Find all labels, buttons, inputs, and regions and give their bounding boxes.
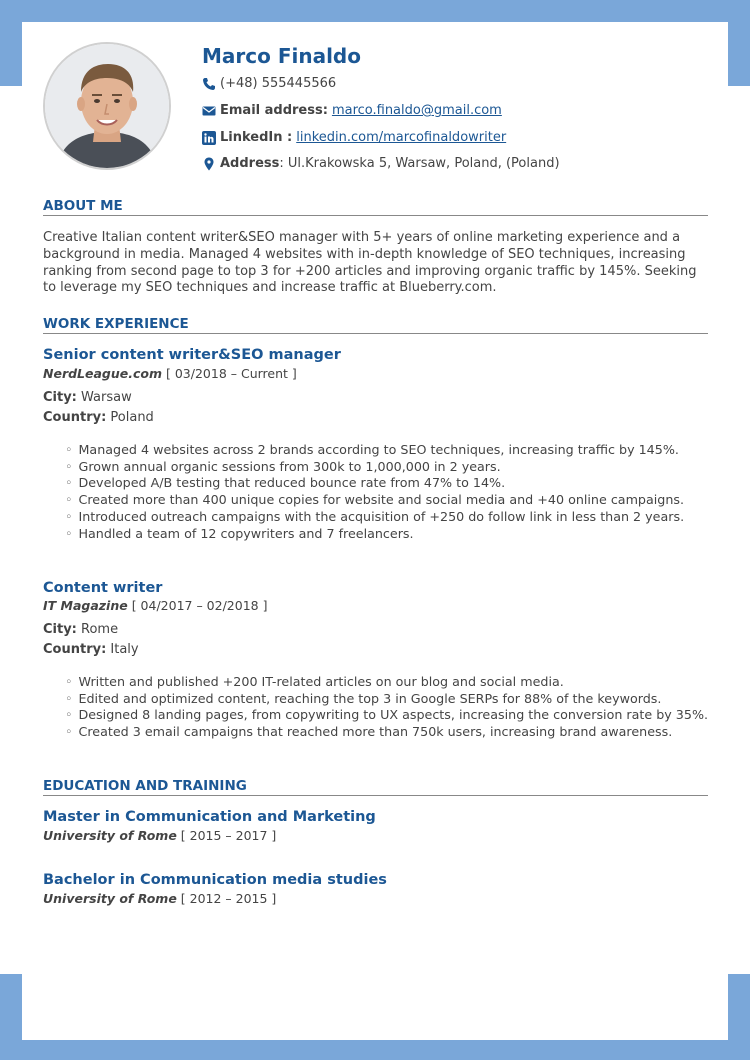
contact-address	[202, 156, 560, 171]
city-label: City:	[43, 390, 77, 405]
job-title: Senior content writer&SEO manager	[43, 347, 341, 363]
list-item: ◦ Introduced outreach campaigns with the acquisition of +250 do follow link in less than 2 years.	[65, 509, 684, 526]
job-dates: [ 04/2017 – 02/2018 ]	[127, 598, 268, 613]
section-heading-work: WORK EXPERIENCE	[43, 316, 708, 334]
linkedin-link[interactable]: linkedin.com/marcofinaldowriter	[296, 130, 507, 145]
map-pin-icon	[202, 157, 216, 171]
frame-corner-bottom-right	[728, 974, 750, 1060]
contact-email	[202, 103, 502, 118]
frame-corner-bottom-left	[0, 974, 22, 1060]
job-company-dates	[43, 366, 297, 381]
list-item: ◦ Developed A/B testing that reduced bounce rate from 47% to 14%.	[65, 475, 684, 492]
country-label: Country:	[43, 642, 107, 657]
job-company: NerdLeague.com	[43, 366, 163, 381]
phone-number: (+48) 555445566	[220, 76, 337, 91]
school-dates	[43, 891, 276, 906]
education-dates: [ 2015 – 2017 ]	[176, 828, 277, 843]
job-company: IT Magazine	[43, 598, 128, 613]
list-item: ◦ Designed 8 landing pages, from copywriting to UX aspects, increasing the conversion rate by 35%.	[65, 707, 708, 724]
linkedin-label: LinkedIn :	[220, 130, 293, 145]
job-title: Content writer	[43, 580, 163, 596]
candidate-name: Marco Finaldo	[202, 44, 361, 68]
envelope-icon	[202, 104, 216, 118]
degree-title: Bachelor in Communication media studies	[43, 872, 387, 888]
city-value: Warsaw	[76, 390, 132, 405]
about-text: Creative Italian content writer&SEO manager with 5+ years of online marketing experience and a background in media. Managed 4 websites with in-depth knowledge of SEO techniques, increasing ranking from second page to top 3 for +200 articles and improving organic traffic by 145%. Seeking to leverage my SEO techniques and increase traffic at Blueberry.com.	[43, 230, 697, 296]
degree-title: Master in Communication and Marketing	[43, 809, 376, 825]
linkedin-icon	[202, 131, 216, 145]
section-heading-about: ABOUT ME	[43, 198, 708, 216]
address-value: : Ul.Krakowska 5, Warsaw, Poland, (Poland)	[279, 156, 560, 171]
profile-photo	[43, 42, 171, 170]
job-dates: [ 03/2018 – Current ]	[162, 366, 297, 381]
list-item: ◦ Edited and optimized content, reaching the top 3 in Google SERPs for 88% of the keywords.	[65, 691, 708, 708]
email-label: Email address:	[220, 103, 328, 118]
country-label: Country:	[43, 410, 107, 425]
phone-icon	[202, 77, 216, 91]
email-link[interactable]: marco.finaldo@gmail.com	[331, 103, 502, 118]
job-company-dates	[43, 598, 267, 613]
job-country	[43, 410, 154, 425]
job-city	[43, 390, 132, 405]
contact-phone	[202, 76, 336, 91]
list-item: ◦ Managed 4 websites across 2 brands according to SEO techniques, increasing traffic by 145%.	[65, 442, 684, 459]
country-value: Poland	[106, 410, 154, 425]
frame-bottom-bar	[0, 1040, 750, 1060]
list-item: ◦ Handled a team of 12 copywriters and 7 freelancers.	[65, 526, 684, 543]
list-item: ◦ Created 3 email campaigns that reached more than 750k users, increasing brand awareness.	[65, 724, 708, 741]
education-dates: [ 2012 – 2015 ]	[176, 891, 277, 906]
city-label: City:	[43, 622, 77, 637]
city-value: Rome	[76, 622, 119, 637]
job-bullets	[65, 442, 684, 542]
frame-corner-top-right	[728, 0, 750, 86]
school-dates	[43, 828, 276, 843]
list-item: ◦ Created more than 400 unique copies for website and social media and +40 online campaigns.	[65, 492, 684, 509]
contact-linkedin	[202, 130, 506, 145]
job-country	[43, 642, 139, 657]
job-bullets	[65, 674, 708, 741]
school-name: University of Rome	[43, 828, 177, 843]
list-item: ◦ Written and published +200 IT-related articles on our blog and social media.	[65, 674, 708, 691]
job-city	[43, 622, 118, 637]
list-item: ◦ Grown annual organic sessions from 300k to 1,000,000 in 2 years.	[65, 459, 684, 476]
address-label: Address	[220, 156, 280, 171]
section-heading-education: EDUCATION AND TRAINING	[43, 778, 708, 796]
school-name: University of Rome	[43, 891, 177, 906]
frame-corner-top-left	[0, 0, 22, 86]
frame-top-bar	[0, 0, 750, 22]
country-value: Italy	[106, 642, 139, 657]
